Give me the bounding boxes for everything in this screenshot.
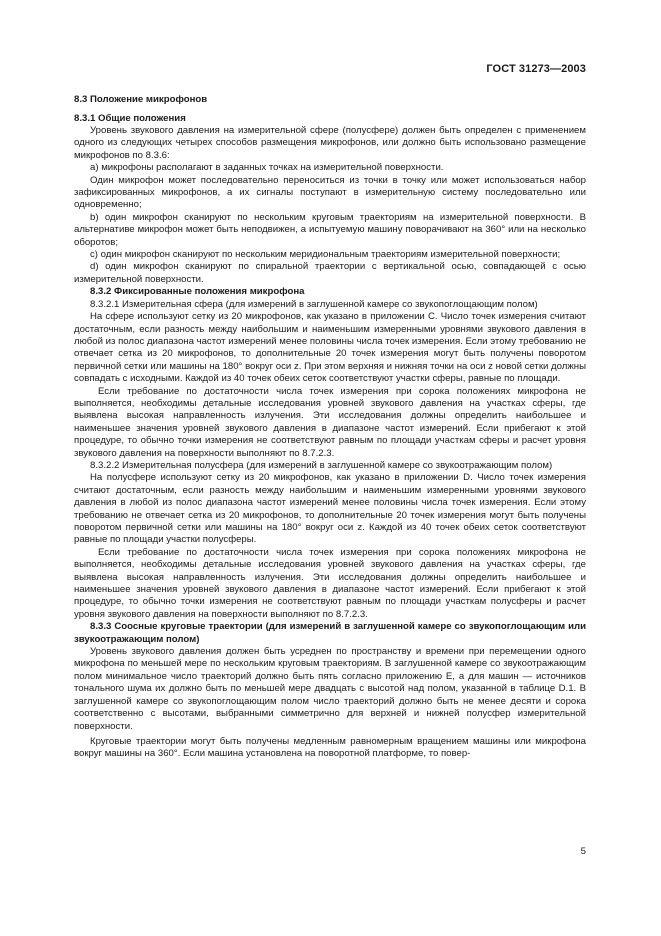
paragraph: Если требование по достаточности числа точек измерения при сорока положениях микрофона не выполняется, необходимы детальные исследования уровней звукового давления на участках сферы, где выявлена высокая направленность излучения. Эти исследования должны определить наибольшее и наименьшее значения уровней звукового давления в диапазоне частот измерений. Если прибегают к этой процедуре, то обычно точки измерения не соответствуют равным по площади участкам сферы и расчет уровня звукового давления на поверхности выполняют по 8.7.2.3. (74, 385, 586, 459)
document-page (74, 0, 586, 936)
section-heading-8-3: 8.3 Положение микрофонов (74, 94, 208, 105)
subsection-heading-8-3-2-2: 8.3.2.2 Измерительная полусфера (для измерений в заглушенной камере со звукоотражающим полом) (90, 459, 553, 471)
paragraph: На сфере используют сетку из 20 микрофонов, как указано в приложении С. Число точек измерения считают достаточным, если разность между наибольшим и наименьшим измеренными уровнями звукового давления в любой из полос диапазона частот измерений менее половины числа точек измерения. Если этому требованию не отвечает сетка из 20 микрофонов, то дополнительные 20 точек измерения могут быть получены поворотом первичной сетки или машины на 180° вокруг оси z. При этом верхняя и нижняя точки на оси z новой сетки должны совпадать с исходными. Каждой из 40 точек обеих сеток соответствуют участки сферы, равные по площади. (74, 311, 586, 385)
section-heading-8-3-3: 8.3.3 Соосные круговые траектории (для измерений в заглушенной камере со звукопоглощающим или звукоотражающим полом) (74, 621, 586, 645)
paragraph: Уровень звукового давления на измерительной сфере (полусфере) должен быть определен с применением одного из следующих четырех способов размещения микрофонов, или должно быть использовано размещение микрофонов по 8.3.6: (74, 125, 586, 161)
paragraph: На полусфере используют сетку из 20 микрофонов, как указано в приложении D. Число точек измерения считают достаточным, если разность между наибольшим и наименьшим измеренными уровнями звукового давления в любой из полос диапазона частот измерений менее половины числа точек измерения. Если этому требованию не отвечает сетка из 20 микрофонов, то дополнительные 20 точек измерения могут быть получены поворотом первичной сетки или машины на 180° вокруг оси z. Каждой из 40 точек обеих сеток соответствуют равные по площади участки полусферы. (74, 472, 586, 546)
standard-number: ГОСТ 31273—2003 (486, 63, 586, 75)
document-body (74, 93, 586, 761)
paragraph: Уровень звукового давления должен быть усреднен по пространству и времени при перемещении одного микрофона по меньшей мере по нескольким круговым траекториям. В заглушенной камере со звукоотражающим полом минимальное число траекторий должно быть пять согласно приложению Е, а для машин — источников тонального шума их должно быть по меньшей мере двадцать с высотой над полом, указанной в таблице D.1. В заглушенной камере со звукопоглощающим полом число траекторий должно быть не менее десяти и сорока соответственно с высотами, выбранными симметрично для верхней и нижней полусфер измерительной поверхности. (74, 646, 586, 732)
paragraph: Если требование по достаточности числа точек измерения при сорока положениях микрофона не выполняется, необходимы детальные исследования уровней звукового давления на участках сферы, где выявлена высокая направленность излучения. Эти исследования должны определить наибольшее и наименьшее значения уровней звукового давления в диапазоне частот измерений. Если прибегают к этой процедуре, то обычно точки измерения не соответствуют равным по площади участкам полусферы и расчет уровня звукового давления на поверхности выполняют по 8.7.2.3. (74, 546, 586, 620)
paragraph: Один микрофон может последовательно переноситься из точки в точку или может использоваться набор зафиксированных микрофонов, а их сигналы поступают в измерительную систему последовательно или одновременно; (74, 174, 586, 211)
section-heading-8-3-2: 8.3.2 Фиксированные положения микрофона (90, 286, 305, 298)
subsection-heading-8-3-2-1: 8.3.2.1 Измерительная сфера (для измерений в заглушенной камере со звукопоглощающим полом) (90, 298, 538, 310)
paragraph: Круговые траектории могут быть получены медленным равномерным вращением машины или микрофона вокруг машины на 360°. Если машина установлена на поворотной платформе, то повер- (74, 735, 586, 760)
section-heading-8-3-1: 8.3.1 Общие положения (74, 113, 186, 124)
list-item-a: а) микрофоны располагают в заданных точках на измерительной поверхности. (90, 162, 444, 174)
list-item-d: d) один микрофон сканируют по спиральной траектории с вертикальной осью, совпадающей с осью измерительной поверхности. (74, 261, 586, 285)
page-number: 5 (580, 846, 586, 857)
list-item-c: c) один микрофон сканируют по нескольким меридиональным траекториям измерительной поверхности; (90, 249, 561, 261)
list-item-b: b) один микрофон сканируют по нескольким круговым траекториям на измерительной поверхности. В альтернативе микрофон может быть неподвижен, а испытуемую машину поворачивают на 360° или на несколько оборотов; (74, 211, 586, 248)
